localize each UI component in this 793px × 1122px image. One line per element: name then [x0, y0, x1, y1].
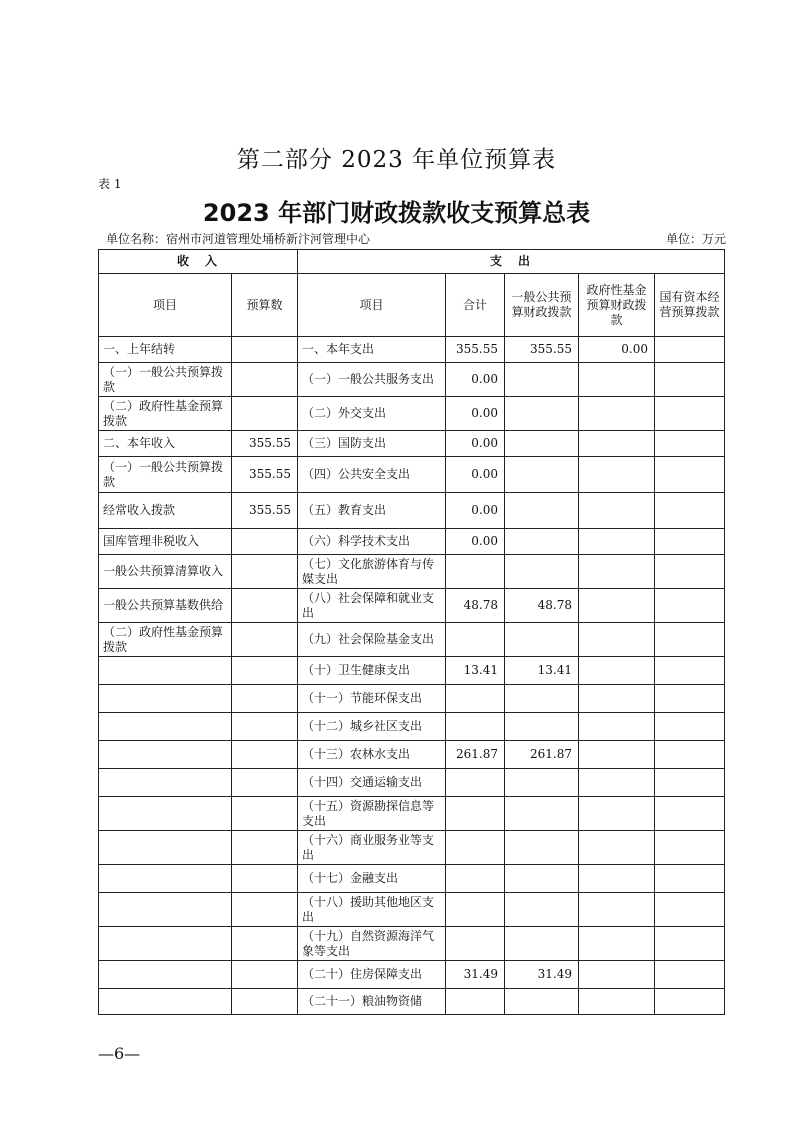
expense-item: （十八）援助其他地区支出 [298, 893, 446, 927]
income-item: 经常收入拨款 [99, 493, 232, 529]
state-capital-amount [655, 865, 725, 893]
general-budget-amount [505, 431, 579, 457]
expense-item: （十四）交通运输支出 [298, 769, 446, 797]
total-amount: 0.00 [446, 431, 505, 457]
general-budget-amount [505, 989, 579, 1015]
general-budget-amount [505, 713, 579, 741]
expense-item: （九）社会保险基金支出 [298, 623, 446, 657]
expense-item: （十七）金融支出 [298, 865, 446, 893]
state-capital-amount [655, 797, 725, 831]
table-row [99, 431, 725, 457]
income-amount [232, 865, 298, 893]
col-expense-item: 项目 [298, 274, 446, 337]
state-capital-amount [655, 989, 725, 1015]
table-row [99, 989, 725, 1015]
table-row [99, 555, 725, 589]
expense-item: （八）社会保障和就业支出 [298, 589, 446, 623]
income-item: （一）一般公共预算拨款 [99, 363, 232, 397]
income-amount [232, 741, 298, 769]
table-row [99, 797, 725, 831]
total-amount: 355.55 [446, 337, 505, 363]
income-amount [232, 713, 298, 741]
general-budget-amount [505, 927, 579, 961]
total-amount: 261.87 [446, 741, 505, 769]
income-amount [232, 589, 298, 623]
table-row [99, 865, 725, 893]
expense-item: （六）科学技术支出 [298, 529, 446, 555]
col-total: 合计 [446, 274, 505, 337]
budget-table [98, 249, 725, 1015]
fund-budget-amount [579, 493, 655, 529]
fund-budget-amount [579, 623, 655, 657]
income-item [99, 989, 232, 1015]
expense-item: （十三）农林水支出 [298, 741, 446, 769]
fund-budget-amount: 0.00 [579, 337, 655, 363]
table-row [99, 529, 725, 555]
general-budget-amount [505, 555, 579, 589]
income-item: （二）政府性基金预算拨款 [99, 623, 232, 657]
table-row [99, 893, 725, 927]
general-budget-amount [505, 363, 579, 397]
expense-item: （七）文化旅游体育与传媒支出 [298, 555, 446, 589]
state-capital-amount [655, 769, 725, 797]
total-amount: 48.78 [446, 589, 505, 623]
budget-table-body [99, 337, 725, 1015]
income-item: （二）政府性基金预算拨款 [99, 397, 232, 431]
fund-budget-amount [579, 741, 655, 769]
general-budget-amount [505, 893, 579, 927]
total-amount [446, 831, 505, 865]
column-header-row [99, 274, 725, 337]
income-item [99, 865, 232, 893]
part-title: 第二部分 2023 年单位预算表 [236, 147, 557, 173]
income-amount [232, 769, 298, 797]
expense-item: （二）外交支出 [298, 397, 446, 431]
unit-measure-label: 单位：万元 [665, 232, 726, 246]
income-amount: 355.55 [232, 431, 298, 457]
income-amount [232, 927, 298, 961]
total-amount [446, 865, 505, 893]
expense-item: 一、本年支出 [298, 337, 446, 363]
state-capital-amount [655, 493, 725, 529]
state-capital-amount [655, 397, 725, 431]
table-row [99, 457, 725, 493]
expense-item: （十一）节能环保支出 [298, 685, 446, 713]
expense-item: （五）教育支出 [298, 493, 446, 529]
income-item [99, 831, 232, 865]
table-row [99, 589, 725, 623]
general-budget-amount [505, 397, 579, 431]
fund-budget-amount [579, 961, 655, 989]
income-amount [232, 337, 298, 363]
state-capital-amount [655, 657, 725, 685]
state-capital-amount [655, 685, 725, 713]
state-capital-amount [655, 741, 725, 769]
total-amount [446, 989, 505, 1015]
state-capital-amount [655, 893, 725, 927]
income-amount: 355.55 [232, 457, 298, 493]
state-capital-amount [655, 555, 725, 589]
fund-budget-amount [579, 685, 655, 713]
table-row [99, 927, 725, 961]
general-budget-amount [505, 529, 579, 555]
state-capital-amount [655, 927, 725, 961]
income-item: 二、本年收入 [99, 431, 232, 457]
income-amount [232, 989, 298, 1015]
col-income-budget: 预算数 [232, 274, 298, 337]
total-amount: 0.00 [446, 457, 505, 493]
fund-budget-amount [579, 989, 655, 1015]
income-amount: 355.55 [232, 493, 298, 529]
fund-budget-amount [579, 363, 655, 397]
table-row [99, 961, 725, 989]
income-amount [232, 685, 298, 713]
state-capital-amount [655, 337, 725, 363]
fund-budget-amount [579, 927, 655, 961]
income-amount [232, 657, 298, 685]
income-item [99, 657, 232, 685]
total-amount [446, 769, 505, 797]
fund-budget-amount [579, 529, 655, 555]
general-budget-amount [505, 797, 579, 831]
income-item: 一、上年结转 [99, 337, 232, 363]
general-budget-amount [505, 623, 579, 657]
table-row [99, 741, 725, 769]
state-capital-amount [655, 457, 725, 493]
fund-budget-amount [579, 555, 655, 589]
income-item [99, 769, 232, 797]
income-item [99, 741, 232, 769]
fund-budget-amount [579, 457, 655, 493]
table-row [99, 685, 725, 713]
fund-budget-amount [579, 797, 655, 831]
income-item [99, 893, 232, 927]
expense-item: （三）国防支出 [298, 431, 446, 457]
expense-item: （十）卫生健康支出 [298, 657, 446, 685]
expense-header: 支 出 [298, 250, 725, 274]
income-amount [232, 961, 298, 989]
general-budget-amount: 31.49 [505, 961, 579, 989]
income-amount [232, 555, 298, 589]
general-budget-amount: 48.78 [505, 589, 579, 623]
fund-budget-amount [579, 893, 655, 927]
fund-budget-amount [579, 831, 655, 865]
table-row [99, 337, 725, 363]
total-amount [446, 713, 505, 741]
income-item: 国库管理非税收入 [99, 529, 232, 555]
state-capital-amount [655, 589, 725, 623]
income-amount [232, 831, 298, 865]
expense-item: （一）一般公共服务支出 [298, 363, 446, 397]
state-capital-amount [655, 713, 725, 741]
state-capital-amount [655, 623, 725, 657]
income-item: （一）一般公共预算拨款 [99, 457, 232, 493]
col-income-item: 项目 [99, 274, 232, 337]
total-amount [446, 623, 505, 657]
income-amount [232, 797, 298, 831]
expense-item: （二十）住房保障支出 [298, 961, 446, 989]
fund-budget-amount [579, 431, 655, 457]
table-number: 表 1 [98, 177, 122, 191]
total-amount [446, 685, 505, 713]
income-amount [232, 363, 298, 397]
table-row [99, 769, 725, 797]
col-state-capital: 国有资本经营预算拨款 [655, 274, 725, 337]
total-amount [446, 893, 505, 927]
income-item [99, 927, 232, 961]
state-capital-amount [655, 529, 725, 555]
fund-budget-amount [579, 769, 655, 797]
unit-row [106, 230, 726, 247]
income-amount [232, 529, 298, 555]
expense-item: （二十一）粮油物资储 [298, 989, 446, 1015]
general-budget-amount [505, 685, 579, 713]
income-amount [232, 623, 298, 657]
income-item [99, 685, 232, 713]
table-row [99, 493, 725, 529]
income-item: 一般公共预算清算收入 [99, 555, 232, 589]
total-amount [446, 797, 505, 831]
page-number: —6— [98, 1044, 141, 1063]
page-title: 2023 年部门财政拨款收支预算总表 [202, 199, 591, 227]
income-amount [232, 893, 298, 927]
total-amount: 13.41 [446, 657, 505, 685]
total-amount: 0.00 [446, 363, 505, 397]
col-fund-budget: 政府性基金预算财政拨款 [579, 274, 655, 337]
general-budget-amount [505, 457, 579, 493]
state-capital-amount [655, 961, 725, 989]
fund-budget-amount [579, 657, 655, 685]
fund-budget-amount [579, 713, 655, 741]
fund-budget-amount [579, 589, 655, 623]
total-amount: 0.00 [446, 397, 505, 431]
total-amount: 0.00 [446, 529, 505, 555]
income-header: 收 入 [99, 250, 298, 274]
general-budget-amount [505, 831, 579, 865]
fund-budget-amount [579, 865, 655, 893]
general-budget-amount [505, 865, 579, 893]
unit-name-label: 单位名称：宿州市河道管理处埇桥新汴河管理中心 [106, 232, 371, 246]
fund-budget-amount [579, 397, 655, 431]
expense-item: （十五）资源勘探信息等支出 [298, 797, 446, 831]
state-capital-amount [655, 363, 725, 397]
income-item [99, 797, 232, 831]
general-budget-amount: 13.41 [505, 657, 579, 685]
total-amount: 0.00 [446, 493, 505, 529]
state-capital-amount [655, 431, 725, 457]
table-row [99, 363, 725, 397]
income-item [99, 961, 232, 989]
expense-item: （四）公共安全支出 [298, 457, 446, 493]
expense-item: （十二）城乡社区支出 [298, 713, 446, 741]
general-budget-amount [505, 769, 579, 797]
col-general-budget: 一般公共预算财政拨款 [505, 274, 579, 337]
total-amount [446, 927, 505, 961]
state-capital-amount [655, 831, 725, 865]
section-header-row [99, 250, 725, 274]
expense-item: （十九）自然资源海洋气象等支出 [298, 927, 446, 961]
income-item: 一般公共预算基数供给 [99, 589, 232, 623]
table-row [99, 713, 725, 741]
table-row [99, 657, 725, 685]
general-budget-amount: 355.55 [505, 337, 579, 363]
income-amount [232, 397, 298, 431]
expense-item: （十六）商业服务业等支出 [298, 831, 446, 865]
table-row [99, 623, 725, 657]
total-amount: 31.49 [446, 961, 505, 989]
income-item [99, 713, 232, 741]
general-budget-amount [505, 493, 579, 529]
general-budget-amount: 261.87 [505, 741, 579, 769]
table-row [99, 831, 725, 865]
table-row [99, 397, 725, 431]
total-amount [446, 555, 505, 589]
